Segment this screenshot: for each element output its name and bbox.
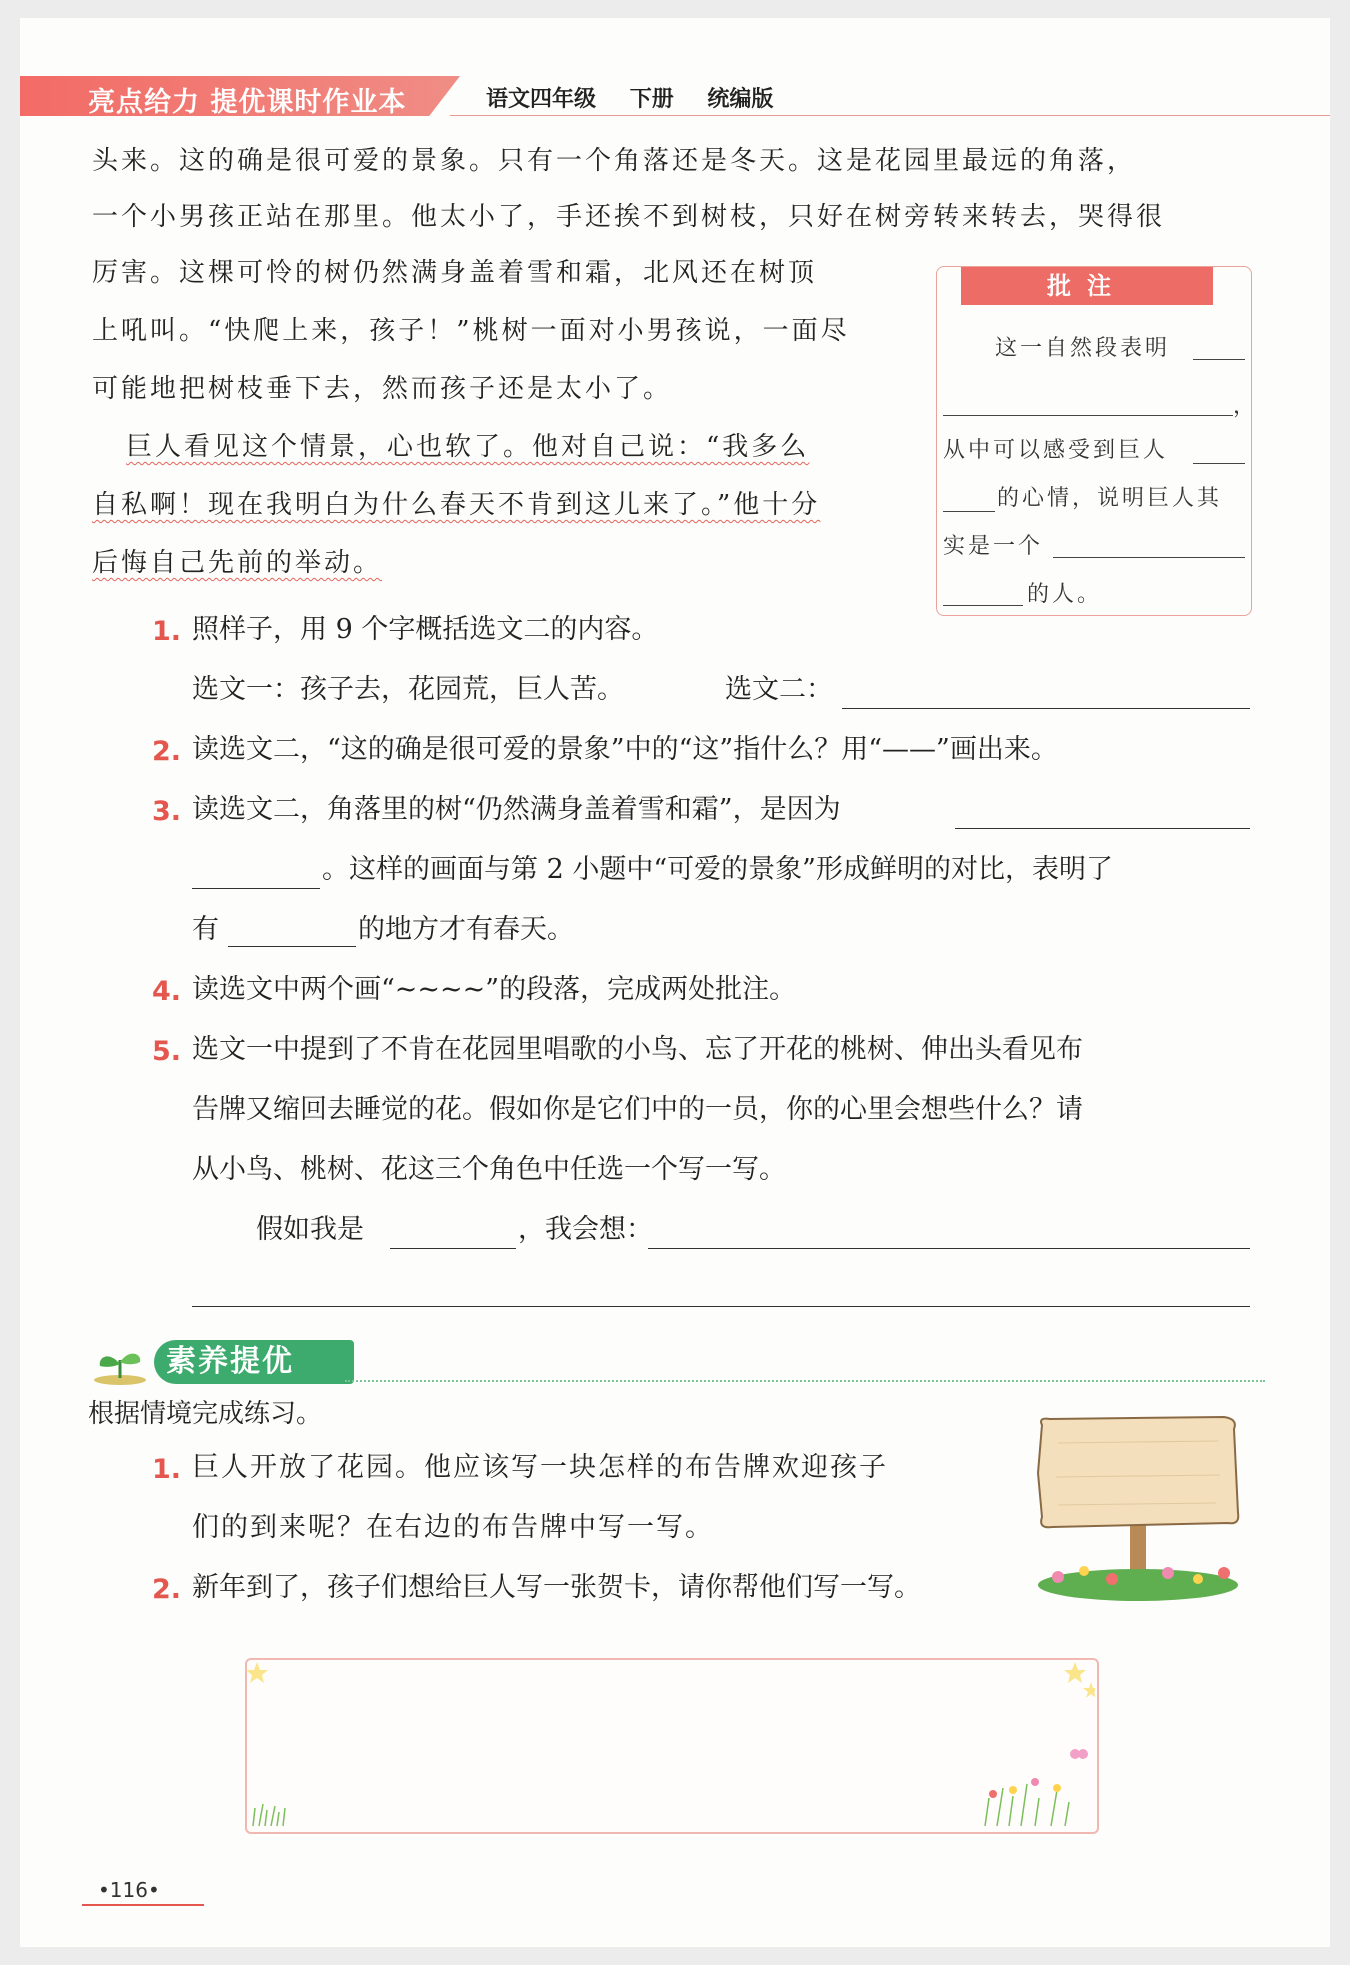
section-title: 素养提优	[154, 1340, 354, 1384]
blank-line[interactable]	[943, 415, 1233, 416]
fill-label: ，我会想：	[518, 1214, 653, 1245]
card-decoration	[245, 1658, 1095, 1830]
answer-line[interactable]	[842, 708, 1250, 709]
passage-line-wavy: 巨人看见这个情景，心也软了。他对自己说：“我多么	[126, 432, 810, 462]
volume-label: 下册	[629, 87, 674, 112]
question-text: 从小鸟、桃树、花这三个角色中任选一个写一写。	[192, 1154, 786, 1185]
annotation-title: 批注	[961, 267, 1213, 305]
fill-label: 假如我是	[256, 1214, 364, 1245]
blank-line[interactable]	[1053, 557, 1245, 558]
sprout-icon	[90, 1340, 150, 1388]
header-rule	[450, 115, 1330, 116]
example-text: 选文一：孩子去，花园荒，巨人苦。	[192, 674, 624, 705]
question-number: 4.	[152, 976, 182, 1007]
question-number: 1.	[152, 616, 182, 647]
brand-title: 亮点给力 提优课时作业本	[88, 87, 407, 118]
answer-line[interactable]	[228, 946, 356, 947]
annotation-text: 的心情，说明巨人其	[997, 486, 1223, 511]
passage-line-wavy: 自私啊！现在我明白为什么春天不肯到这儿来了。”他十分	[92, 490, 821, 520]
passage-line: 可能地把树枝垂下去，然而孩子还是太小了。	[92, 374, 673, 404]
annotation-text: 的人。	[1027, 582, 1103, 607]
blank-line[interactable]	[943, 511, 995, 512]
answer-line[interactable]	[955, 828, 1250, 829]
annotation-box	[936, 266, 1259, 616]
question-text: 选文一中提到了不肯在花园里唱歌的小鸟、忘了开花的桃树、伸出头看见布	[192, 1034, 1083, 1065]
edition-label: 统编版	[707, 87, 774, 112]
question-text: 巨人开放了花园。他应该写一块怎样的布告牌欢迎孩子	[192, 1452, 888, 1483]
passage-line: 一个小男孩正站在那里。他太小了，手还挨不到树枝，只好在树旁转来转去，哭得很	[92, 202, 1166, 232]
workbook-page	[20, 18, 1330, 1947]
blank-line[interactable]	[943, 605, 1023, 606]
passage-line: 头来。这的确是很可爱的景象。只有一个角落还是冬天。这是花园里最远的角落，	[92, 146, 1137, 176]
annotation-text: 从中可以感受到巨人	[943, 438, 1169, 463]
question-number: 3.	[152, 796, 182, 827]
blank-line[interactable]	[1193, 463, 1245, 464]
question-text: 照样子，用 9 个字概括选文二的内容。	[192, 614, 659, 645]
passage-line-wavy: 后悔自己先前的举动。	[92, 548, 383, 578]
question-text: 新年到了，孩子们想给巨人写一张贺卡，请你帮他们写一写。	[192, 1572, 921, 1603]
question-text: 有	[192, 914, 219, 945]
annotation-text: 实是一个	[943, 534, 1044, 559]
passage-line: 上吼叫。“快爬上来，孩子！”桃树一面对小男孩说，一面尽	[92, 316, 850, 346]
page-header	[20, 76, 1330, 116]
page-number: •116•	[98, 1878, 160, 1902]
subject-label: 语文四年级	[486, 87, 597, 112]
question-number: 5.	[152, 1036, 182, 1067]
section-divider	[345, 1380, 1265, 1382]
blank-line[interactable]	[1193, 359, 1245, 360]
question-text: 们的到来呢？在右边的布告牌中写一写。	[192, 1512, 714, 1543]
notice-board-illustration[interactable]	[1028, 1413, 1248, 1603]
answer-line[interactable]	[192, 888, 320, 889]
answer-line[interactable]	[390, 1248, 516, 1249]
section-intro: 根据情境完成练习。	[88, 1399, 323, 1429]
question-text: 的地方才有春天。	[358, 914, 574, 945]
answer-line[interactable]	[192, 1306, 1250, 1307]
question-text: 。这样的画面与第 2 小题中“可爱的景象”形成鲜明的对比，表明了	[322, 854, 1113, 885]
question-number: 1.	[152, 1454, 182, 1485]
annotation-text: 这一自然段表明	[995, 336, 1171, 361]
question-text: 读选文中两个画“~~~~”的段落，完成两处批注。	[192, 974, 797, 1005]
question-text: 告牌又缩回去睡觉的花。假如你是它们中的一员，你的心里会想些什么？请	[192, 1094, 1083, 1125]
passage-line: 厉害。这棵可怜的树仍然满身盖着雪和霜，北风还在树顶	[92, 258, 818, 288]
answer-label: 选文二：	[725, 674, 833, 705]
page-number-rule	[82, 1904, 204, 1906]
annotation-text: ，	[1233, 394, 1259, 419]
question-number: 2.	[152, 736, 182, 767]
question-text: 读选文二，“这的确是很可爱的景象”中的“这”指什么？用“——”画出来。	[192, 734, 1058, 765]
greeting-card-area[interactable]	[245, 1658, 1099, 1834]
question-number: 2.	[152, 1574, 182, 1605]
answer-line[interactable]	[648, 1248, 1250, 1249]
question-text: 读选文二，角落里的树“仍然满身盖着雪和霜”，是因为	[192, 794, 841, 825]
book-info	[486, 82, 799, 113]
